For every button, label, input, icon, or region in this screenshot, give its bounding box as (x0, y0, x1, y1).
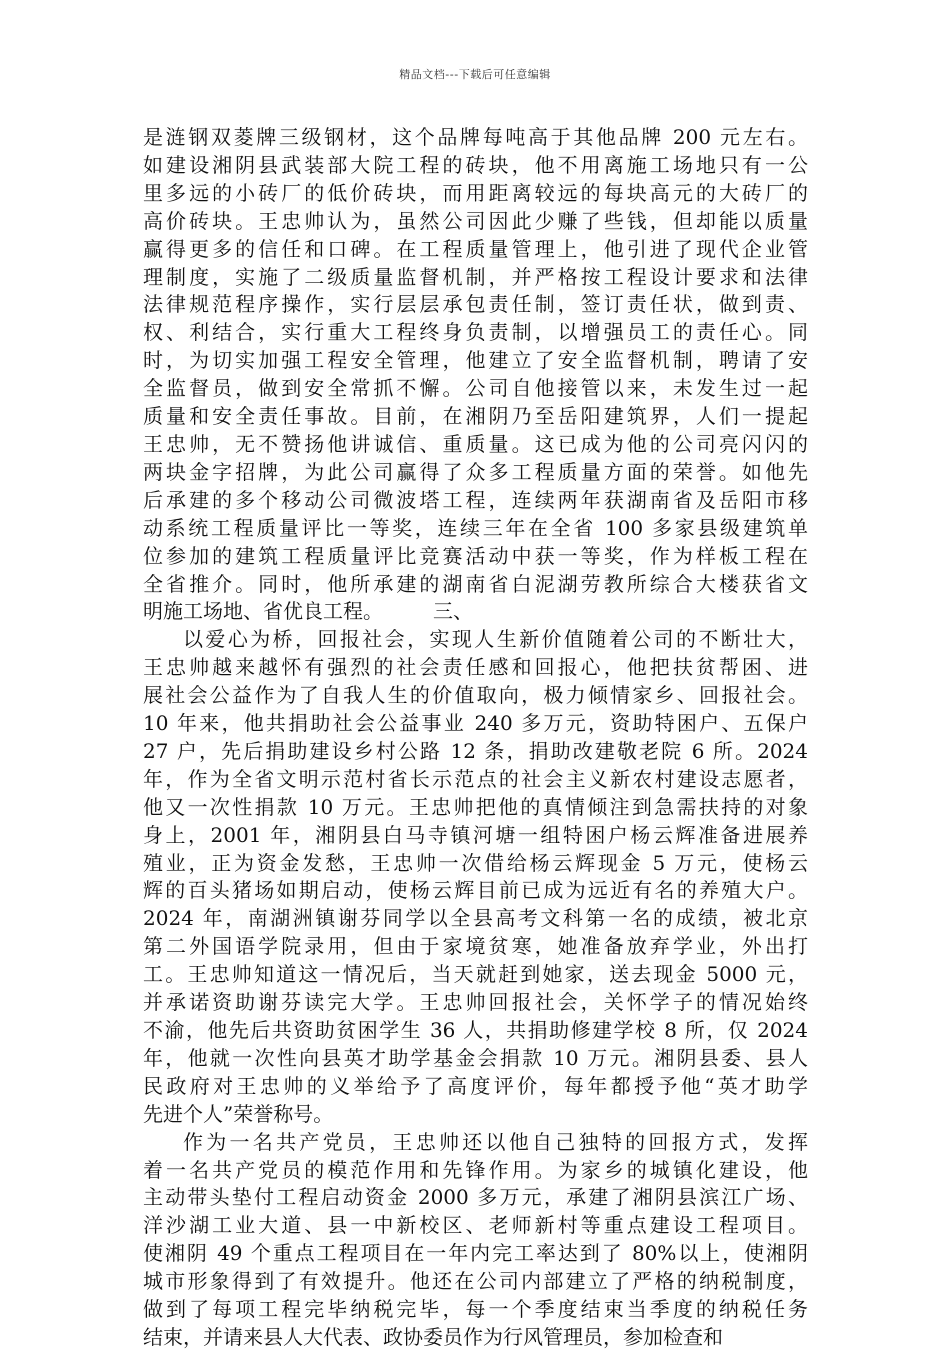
text-line: 高价砖块。王忠帅认为，虽然公司因此少赚了些钱，但却能以质量 (143, 208, 808, 233)
text-line: 位参加的建筑工程质量评比竞赛活动中获一等奖，作为样板工程在 (143, 543, 808, 568)
text-line: 民政府对王忠帅的义举给予了高度评价，每年都授予他“英才助学 (143, 1073, 808, 1098)
text-line: 赢得更多的信任和口碑。在工程质量管理上，他引进了现代企业管 (143, 236, 808, 261)
text-line: 时，为切实加强工程安全管理，他建立了安全监督机制，聘请了安 (143, 348, 808, 373)
text-line: 不渝，他先后共资助贫困学生 36 人，共捐助修建学校 8 所，仅 2024 (143, 1018, 808, 1042)
text-line: 他又一次性捐款 10 万元。王忠帅把他的真情倾注到急需扶持的对象 (143, 794, 808, 819)
paragraph (143, 124, 808, 626)
text-line: 年，作为全省文明示范村省长示范点的社会主义新农村建设志愿者， (143, 766, 808, 791)
text-line: 结束，并请来县人大代表、政协委员作为行风管理员，参加检查和 (143, 1324, 723, 1349)
text-line: 质量和安全责任事故。目前，在湘阴乃至岳阳建筑界，人们一提起 (143, 404, 808, 429)
text-line: 后承建的多个移动公司微波塔工程，连续两年获湖南省及岳阳市移 (143, 487, 808, 512)
text-line: 展社会公益作为了自我人生的价值取向，极力倾情家乡、回报社会。 (143, 683, 808, 708)
text-line: 里多远的小砖厂的低价砖块，而用距离较远的每块高元的大砖厂的 (143, 180, 808, 205)
text-line: 全监督员，做到安全常抓不懈。公司自他接管以来，未发生过一起 (143, 376, 808, 401)
text-line: 27 户，先后捐助建设乡村公路 12 条，捐助改建敬老院 6 所。2024 (143, 738, 808, 763)
text-line: 使湘阴 49 个重点工程项目在一年内完工率达到了 80%以上，使湘阴 (143, 1241, 808, 1266)
text-line: 法律规范程序操作，实行层层承包责任制，签订责任状，做到责、 (143, 292, 808, 317)
paragraph (143, 626, 808, 1128)
text-line: 如建设湘阴县武装部大院工程的砖块，他不用离施工场地只有一公 (143, 152, 808, 177)
text-line: 主动带头垫付工程启动资金 2000 多万元，承建了湘阴县滨江广场、 (143, 1185, 808, 1210)
text-line: 辉的百头猪场如期启动，使杨云辉目前已成为远近有名的养殖大户。 (143, 878, 808, 903)
text-line: 殖业，正为资金发愁，王忠帅一次借给杨云辉现金 5 万元，使杨云 (143, 850, 808, 875)
text-line: 城市形象得到了有效提升。他还在公司内部建立了严格的纳税制度， (143, 1269, 808, 1294)
text-line: 明施工场地、省优良工程。 三、 (143, 599, 473, 624)
page-header: 精品文档---下载后可任意编辑 (399, 68, 551, 81)
text-line: 年，他就一次性向县英才助学基金会捐款 10 万元。湘阴县委、县人 (143, 1045, 808, 1070)
text-line: 作为一名共产党员，王忠帅还以他自己独特的回报方式，发挥 (183, 1129, 808, 1154)
text-line: 身上，2001 年，湘阴县白马寺镇河塘一组特困户杨云辉准备进展养 (143, 822, 808, 847)
text-line: 两块金字招牌，为此公司赢得了众多工程质量方面的荣誉。如他先 (143, 459, 808, 484)
text-line: 王忠帅，无不赞扬他讲诚信、重质量。这已成为他的公司亮闪闪的 (143, 431, 808, 456)
text-line: 洋沙湖工业大道、县一中新校区、老师新村等重点建设工程项目。 (143, 1213, 808, 1238)
text-line: 做到了每项工程完毕纳税完毕，每一个季度结束当季度的纳税任务 (143, 1297, 808, 1322)
text-line: 全省推介。同时，他所承建的湖南省白泥湖劳教所综合大楼获省文 (143, 571, 808, 596)
paragraph (143, 1129, 808, 1352)
text-line: 第二外国语学院录用，但由于家境贫寒，她准备放弃学业，外出打 (143, 934, 808, 959)
text-line: 权、利结合，实行重大工程终身负责制，以增强员工的责任心。同 (143, 320, 808, 345)
text-line: 着一名共产党员的模范作用和先锋作用。为家乡的城镇化建设，他 (143, 1157, 808, 1182)
text-line: 先进个人”荣誉称号。 (143, 1101, 334, 1126)
text-line: 理制度，实施了二级质量监督机制，并严格按工程设计要求和法律 (143, 264, 808, 289)
text-line: 动系统工程质量评比一等奖，连续三年在全省 100 多家县级建筑单 (143, 515, 808, 540)
text-line: 以爱心为桥，回报社会，实现人生新价值随着公司的不断壮大， (183, 627, 808, 652)
text-line: 王忠帅越来越怀有强烈的社会责任感和回报心，他把扶贫帮困、进 (143, 655, 808, 680)
text-line: 并承诺资助谢芬读完大学。王忠帅回报社会，关怀学子的情况始终 (143, 990, 808, 1015)
document-body (143, 124, 808, 1352)
text-line: 是涟钢双菱牌三级钢材，这个品牌每吨高于其他品牌 200 元左右。 (143, 125, 808, 149)
text-line: 2024 年，南湖洲镇谢芬同学以全县高考文科第一名的成绩，被北京 (143, 906, 808, 931)
text-line: 工。王忠帅知道这一情况后，当天就赶到她家，送去现金 5000 元， (143, 962, 808, 987)
text-line: 10 年来，他共捐助社会公益事业 240 多万元，资助特困户、五保户 (143, 711, 808, 736)
